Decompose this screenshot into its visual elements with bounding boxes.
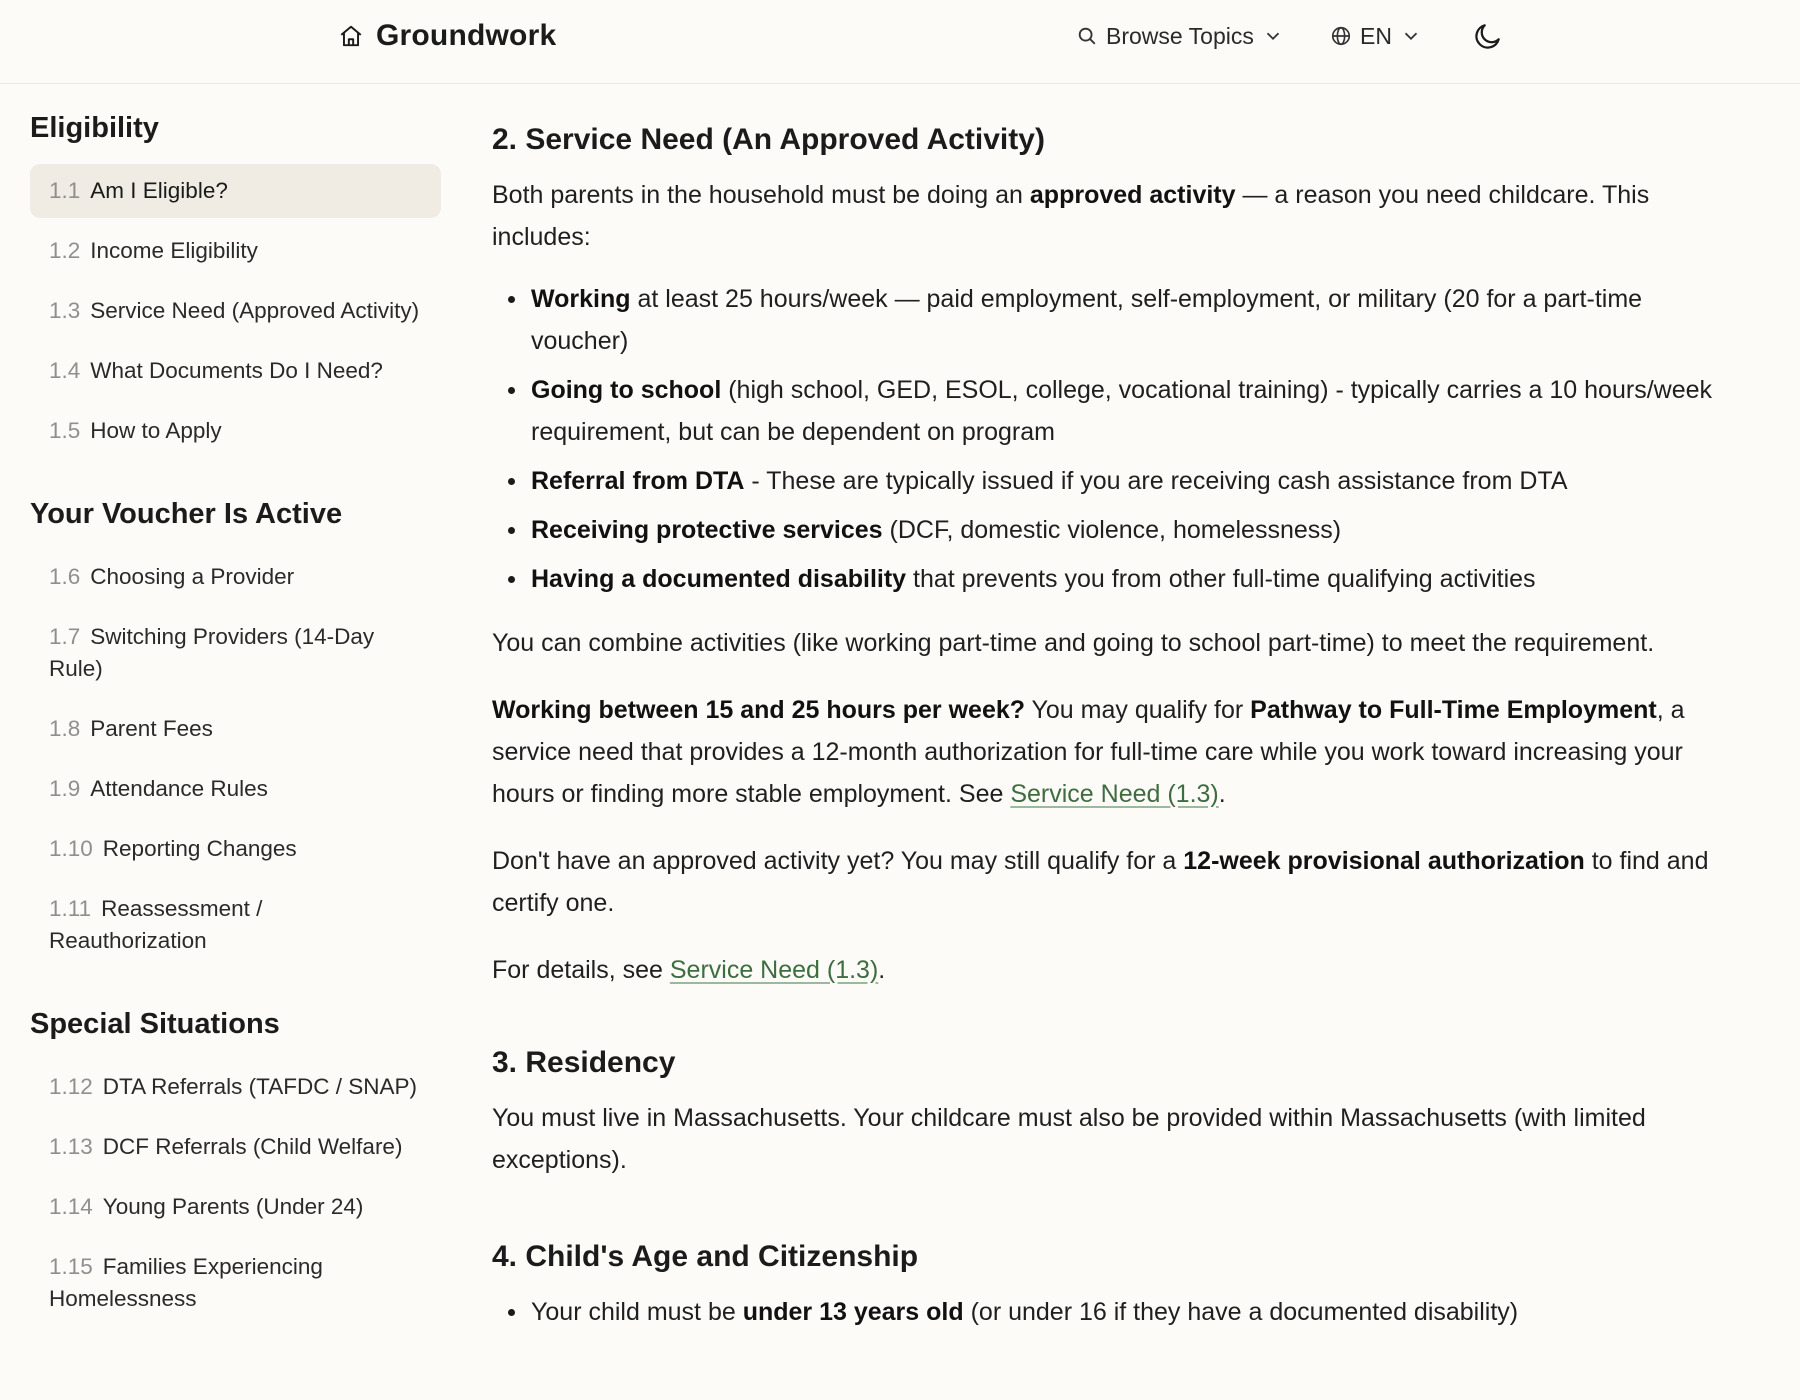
home-icon (338, 23, 364, 49)
sidebar-heading: Special Situations (30, 1008, 280, 1040)
list-item (492, 509, 1730, 551)
list-item (492, 369, 1730, 453)
list-item-bold: Receiving protective services (531, 516, 883, 544)
theme-toggle-button[interactable] (1472, 16, 1512, 56)
pathway-text: You may qualify for (1025, 696, 1251, 724)
sidebar-item-number: 1.6 (49, 564, 81, 589)
intro-bold: approved activity (1029, 181, 1236, 209)
list-item (492, 460, 1730, 502)
sidebar-item-number: 1.7 (49, 624, 81, 649)
sidebar-item-number: 1.9 (49, 776, 81, 801)
sidebar-item-label: Attendance Rules (90, 776, 268, 801)
sidebar-item-label: Young Parents (Under 24) (102, 1194, 364, 1219)
intro-text: Both parents in the household must be doing an (492, 181, 1030, 209)
sidebar-group-eligibility (30, 108, 441, 458)
list-item-bold: Having a documented disability (531, 565, 907, 593)
pathway-text: , a service need that provides a 12-month authorization for full-time care while you work toward increasing your hours or finding more stable employment. See (492, 696, 1685, 808)
browse-topics-button[interactable] (1076, 16, 1284, 56)
combine-activities-paragraph: You can combine activities (like working part-time and going to school part-time) to meet the requirement. (492, 629, 1655, 657)
moon-icon (1472, 20, 1504, 52)
list-item-bold: Going to school (531, 376, 722, 404)
list-item-text: Your child must be (531, 1298, 743, 1326)
list-item (492, 1291, 1730, 1333)
sidebar-item-number: 1.1 (49, 178, 81, 203)
list-item-text: (high school, GED, ESOL, college, vocational training) - typically carries a 10 hours/week requirement, but can be dependent on program (531, 376, 1713, 446)
sidebar-item-documents[interactable] (30, 344, 441, 398)
service-need-link[interactable]: Service Need (1.3) (1010, 780, 1219, 808)
browse-topics-label: Browse Topics (1106, 22, 1254, 49)
sidebar-item-service-need[interactable] (30, 284, 441, 338)
sidebar-item-number: 1.14 (49, 1194, 93, 1219)
sidebar-item-dta-referrals[interactable] (30, 1060, 441, 1114)
list-item-text: (DCF, domestic violence, homelessness) (882, 516, 1342, 544)
details-paragraph (492, 949, 1730, 991)
section-heading-service-need: 2. Service Need (An Approved Activity) (492, 123, 1045, 156)
pathway-paragraph (492, 689, 1730, 815)
sidebar-item-choosing-provider[interactable] (30, 550, 441, 604)
list-item-bold: Referral from DTA (531, 467, 745, 495)
sidebar-item-label: Income Eligibility (90, 238, 258, 263)
service-need-link[interactable]: Service Need (1.3) (669, 956, 879, 984)
sidebar-item-label: Reassessment / Reauthorization (49, 896, 263, 953)
sidebar-item-number: 1.15 (49, 1254, 93, 1279)
sidebar-item-label: Families Experiencing Homelessness (49, 1254, 323, 1311)
sidebar-item-attendance-rules[interactable] (30, 762, 441, 816)
list-item-text: (or under 16 if they have a documented disability) (963, 1298, 1519, 1326)
globe-icon (1330, 25, 1352, 47)
sidebar-item-label: Parent Fees (90, 716, 213, 741)
provisional-bold: 12-week provisional authorization (1183, 847, 1585, 875)
list-item-bold: under 13 years old (742, 1298, 964, 1326)
pathway-bold-question: Working between 15 and 25 hours per week? (492, 696, 1026, 724)
sidebar-item-number: 1.3 (49, 298, 81, 323)
sidebar-item-number: 1.13 (49, 1134, 93, 1159)
pathway-bold-program: Pathway to Full-Time Employment (1250, 696, 1657, 724)
sidebar-item-number: 1.4 (49, 358, 81, 383)
top-bar (0, 0, 1800, 84)
chevron-down-icon (1400, 25, 1422, 47)
sidebar-item-label: What Documents Do I Need? (90, 358, 383, 383)
intro-text: — a reason you need childcare. This includes: (492, 181, 1650, 251)
provisional-paragraph (492, 840, 1730, 924)
list-item (492, 558, 1730, 600)
sidebar-item-dcf-referrals[interactable] (30, 1120, 441, 1174)
sidebar-item-number: 1.11 (49, 896, 92, 921)
sidebar-item-label: Reporting Changes (102, 836, 297, 861)
section-heading-age-citizenship: 4. Child's Age and Citizenship (492, 1240, 919, 1273)
sidebar-heading: Your Voucher Is Active (30, 498, 343, 530)
sidebar-item-reassessment[interactable] (30, 882, 441, 968)
chevron-down-icon (1262, 25, 1284, 47)
sidebar-item-reporting-changes[interactable] (30, 822, 441, 876)
brand-home-link[interactable] (338, 0, 556, 72)
age-citizenship-list (492, 1291, 1730, 1333)
sidebar-item-number: 1.8 (49, 716, 81, 741)
language-selector[interactable] (1330, 16, 1422, 56)
pathway-text: . (1218, 780, 1226, 808)
residency-paragraph: You must live in Massachusetts. Your childcare must also be provided within Massachusetts (with limited exceptions). (492, 1104, 1646, 1174)
section-heading-residency: 3. Residency (492, 1046, 676, 1079)
sidebar-item-label: Service Need (Approved Activity) (90, 298, 420, 323)
service-need-intro (492, 174, 1730, 258)
sidebar-heading: Eligibility (30, 112, 159, 144)
sidebar-item-switching-providers[interactable] (30, 610, 441, 696)
sidebar-item-label: How to Apply (90, 418, 222, 443)
sidebar-item-how-to-apply[interactable] (30, 404, 441, 458)
sidebar-nav (30, 108, 441, 1362)
sidebar-item-number: 1.12 (49, 1074, 93, 1099)
list-item (492, 278, 1730, 362)
details-text: . (878, 956, 886, 984)
sidebar-item-label: Switching Providers (14-Day Rule) (49, 624, 375, 681)
sidebar-item-young-parents[interactable] (30, 1180, 441, 1234)
sidebar-group-voucher-active (30, 494, 441, 968)
details-text: For details, see (492, 956, 670, 984)
sidebar-item-number: 1.10 (49, 836, 93, 861)
list-item-text: - These are typically issued if you are receiving cash assistance from DTA (744, 467, 1568, 495)
approved-activities-list (492, 278, 1730, 600)
sidebar-item-am-i-eligible[interactable] (30, 164, 441, 218)
list-item-text: that prevents you from other full-time qualifying activities (906, 565, 1536, 593)
provisional-text: to find and certify one. (492, 847, 1709, 917)
sidebar-item-label: DTA Referrals (TAFDC / SNAP) (102, 1074, 417, 1099)
main-content (492, 112, 1730, 1355)
sidebar-item-parent-fees[interactable] (30, 702, 441, 756)
sidebar-item-income-eligibility[interactable] (30, 224, 441, 278)
sidebar-item-number: 1.5 (49, 418, 81, 443)
sidebar-item-homelessness[interactable] (30, 1240, 441, 1326)
brand-name: Groundwork (376, 19, 557, 52)
sidebar-item-label: DCF Referrals (Child Welfare) (102, 1134, 403, 1159)
sidebar-item-number: 1.2 (49, 238, 81, 263)
provisional-text: Don't have an approved activity yet? You may still qualify for a (492, 847, 1184, 875)
sidebar-item-label: Am I Eligible? (90, 178, 228, 203)
search-icon (1076, 25, 1098, 47)
list-item-bold: Working (531, 285, 631, 313)
sidebar-group-special-situations (30, 1004, 441, 1326)
language-label: EN (1360, 22, 1392, 49)
sidebar-item-label: Choosing a Provider (90, 564, 295, 589)
list-item-text: at least 25 hours/week — paid employment, self-employment, or military (20 for a part-time voucher) (531, 285, 1643, 355)
